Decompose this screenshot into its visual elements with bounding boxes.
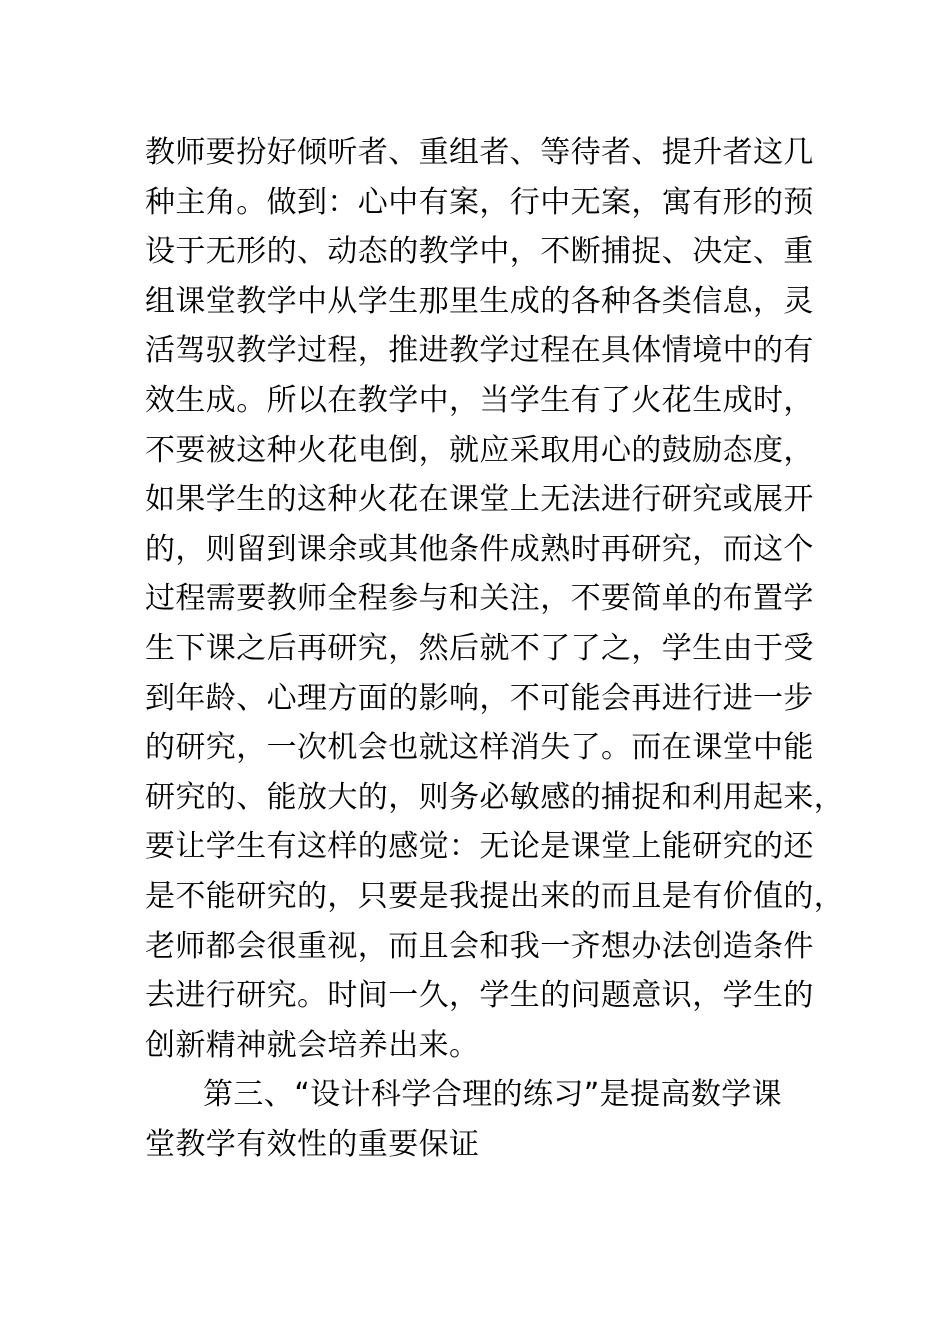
text-line: 要让学生有这样的感觉：无论是课堂上能研究的还: [145, 829, 814, 865]
text-line: 过程需要教师全程参与和关注，不要简单的布置学: [145, 581, 814, 617]
text-line: 设于无形的、动态的教学中，不断捕捉、决定、重: [145, 234, 814, 270]
text-line: 如果学生的这种火花在课堂上无法进行研究或展开: [145, 482, 814, 518]
text-line: 到年龄、心理方面的影响，不可能会再进行进一步: [145, 680, 814, 716]
text-line: 研究的、能放大的，则务必敏感的捕捉和利用起来，: [145, 779, 845, 815]
section-heading-line: 第三、“设计科学合理的练习”是提高数学课: [203, 1077, 783, 1113]
text-line: 的，则留到课余或其他条件成熟时再研究，而这个: [145, 531, 814, 567]
body-text: [145, 128, 845, 1169]
text-line: 效生成。所以在教学中，当学生有了火花生成时，: [145, 382, 814, 418]
text-line: 生下课之后再研究，然后就不了了之，学生由于受: [145, 630, 814, 666]
text-line: 种主角。做到：心中有案，行中无案，寓有形的预: [145, 184, 814, 220]
section-heading-line: 堂教学有效性的重要保证: [145, 1126, 480, 1162]
text-line: 老师都会很重视，而且会和我一齐想办法创造条件: [145, 928, 814, 964]
text-line: 不要被这种火花电倒，就应采取用心的鼓励态度，: [145, 432, 814, 468]
text-line: 创新精神就会培养出来。: [145, 1027, 480, 1063]
text-line: 教师要扮好倾听者、重组者、等待者、提升者这几: [145, 135, 814, 170]
text-line: 组课堂教学中从学生那里生成的各种各类信息，灵: [145, 283, 814, 319]
text-line: 去进行研究。时间一久，学生的问题意识，学生的: [145, 978, 814, 1014]
text-line: 是不能研究的，只要是我提出来的而且是有价值的，: [145, 878, 845, 914]
text-line: 的研究，一次机会也就这样消失了。而在课堂中能: [145, 730, 814, 766]
text-line: 活驾驭教学过程，推进教学过程在具体情境中的有: [145, 333, 814, 369]
